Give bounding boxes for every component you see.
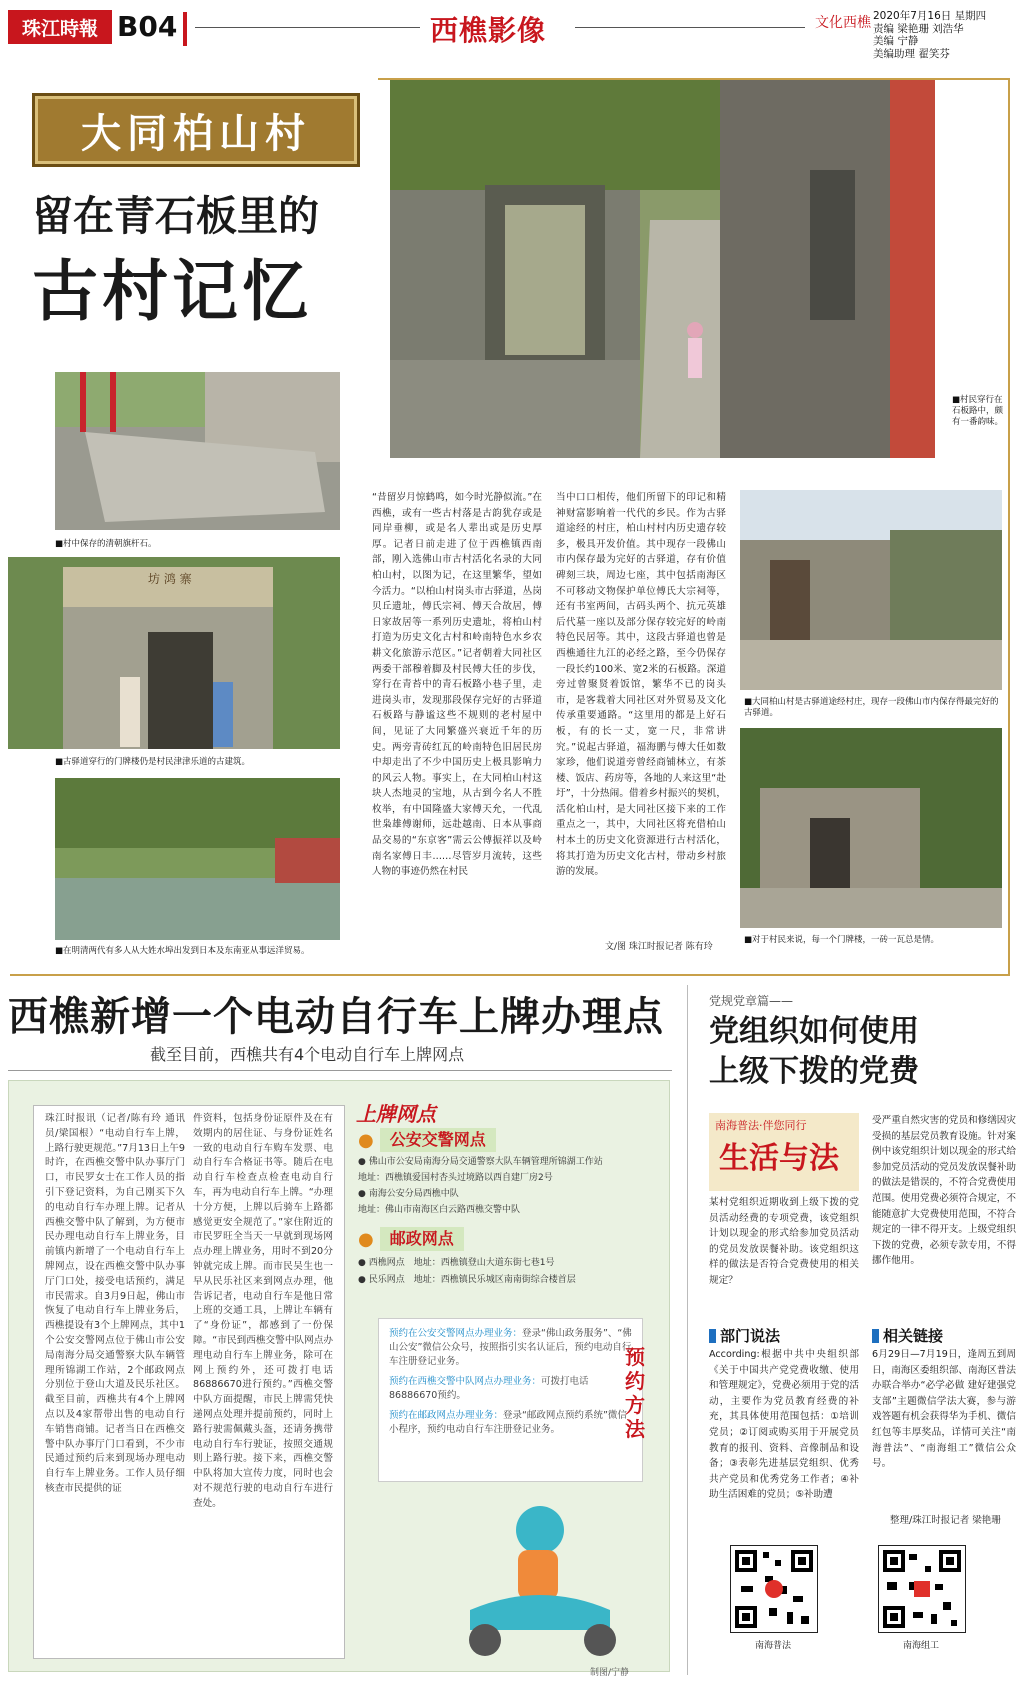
booking-item-head: 预约在西樵交警中队网点办理业务： xyxy=(389,1376,542,1387)
booking-method-title: 预约方法 xyxy=(625,1345,645,1441)
flagpole-stone-photo xyxy=(55,372,340,530)
police-network-block xyxy=(358,1128,648,1217)
stone-caption: ■村中保存的清朝旗杆石。 xyxy=(55,539,157,549)
booking-item-text: 可拨打电话86886670预约。 xyxy=(389,1376,589,1401)
police-network-item: 地址：佛山市南海区白云路西樵交警中队 xyxy=(358,1205,521,1215)
location-pin-icon: ● xyxy=(358,1228,374,1250)
issue-meta xyxy=(873,10,986,60)
masthead-divider xyxy=(183,12,187,46)
ebike-body-col2: 件资料，包括身份证原件及在有效期内的居住证、与身份证姓名一致的电动自行车购车发票、电动自行车合格证书等。随后在电动自行车检查点检查电动自行车，再为电动自行车上牌。“办理十分方便，上牌以后骑车上路都感觉更安全规范了。”家住附近的市民罗旺全当天一早就到现场网点办理上牌业务，用时不到20分钟就完成上牌。而市民吴生也一早从民乐社区来到网点办理，他告诉记者，电动自行车是他日常上班的交通工具，上牌让车辆有了“身份证”，都感到了一份保障。“市民到西樵交警中队网点办理电动自行车上牌业务，除可在网上预约外，还可拨打电话86886670进行预约。”西樵交警中队方面提醒，市民上牌需凭快递网点处理并提前预约，同时上路行驶需佩戴头盔，还请务携带电动自行车行驶证，按照交通规则上路行驶。接下来，西樵交警中队将加大宣传力度，同时也会对不规范行驶的电动自行车进行查处。 xyxy=(193,1113,333,1509)
booking-item-head: 预约在邮政网点办理业务： xyxy=(389,1410,504,1421)
column-divider xyxy=(687,985,688,1675)
section-title: 西樵影像 xyxy=(430,14,547,47)
gate-caption: ■古驿道穿行的门牌楼仍是村民津津乐道的古建筑。 xyxy=(55,757,251,767)
booking-item-head: 预约在公安交警网点办理业务： xyxy=(389,1328,523,1339)
editor-line: 责编 梁艳珊 刘浩华 xyxy=(873,22,964,35)
dept-heading: 部门说法 xyxy=(709,1325,780,1346)
houses-photo xyxy=(740,728,1002,928)
river-caption: ■在明清两代有多人从大姓水埠出发到日本及东南亚从事远洋贸易。 xyxy=(55,946,310,956)
party-byline: 整理/珠江时报记者 梁艳珊 xyxy=(890,1515,1001,1526)
party-title-line: 上级下拨的党费 xyxy=(709,1054,919,1089)
scooter-illustration xyxy=(430,1490,660,1662)
illustration-credit: 制图/宁静 xyxy=(590,1668,630,1678)
road-photo xyxy=(740,490,1002,690)
qr2-label: 南海组工 xyxy=(903,1641,940,1651)
booking-item xyxy=(379,1319,642,1369)
rule-right xyxy=(575,27,805,28)
law-banner-tag: 南海普法·伴您同行 xyxy=(715,1119,807,1132)
post-network-item: ● 民乐网点 地址：西樵镇民乐城区南南街综合楼首层 xyxy=(358,1275,576,1285)
location-pin-icon: ● xyxy=(358,1129,374,1151)
party-intro: 某村党组织近期收到上级下拨的党员活动经费的专项党费，该党组织计划以现金的形式给参加党员活动的党员发放误餐补助。该党组织这样的做法是否符合党费使用的相关规定？ xyxy=(709,1197,859,1286)
page-number: B04 xyxy=(117,10,178,43)
booking-item xyxy=(379,1403,642,1437)
river-photo xyxy=(55,778,340,940)
ebike-headline: 西樵新增一个电动自行车上牌办理点 xyxy=(8,993,664,1040)
alley-photo xyxy=(390,80,935,458)
alley-caption: ■村民穿行在石板路中，颇有一番韵味。 xyxy=(952,395,1004,427)
feature-headline: 古村记忆 xyxy=(32,252,312,330)
booking-item-text: 登录“佛山政务服务”、“佛山公安”微信公众号，按照指引实名认证后，预约电动自行车注册登记业务。 xyxy=(389,1328,632,1367)
gold-rule-bottom xyxy=(10,974,1010,976)
ebike-subheadline: 截至目前，西樵共有4个电动自行车上牌网点 xyxy=(150,1045,465,1064)
feature-ribbon: 大同柏山村 xyxy=(32,93,360,167)
booking-box xyxy=(378,1318,643,1482)
networks-title: 上牌网点 xyxy=(356,1102,436,1126)
law-banner xyxy=(709,1113,859,1191)
rule-left xyxy=(195,27,420,28)
dept-text: According:根据中共中央组织部《关于中国共产党党费收缴、使用和管理规定》，党费必须用于党的活动，主要作为党员教育经费的补充，其具体使用范围包括：①培训党员；②订阅或购买用于开展党员教育的报刊、资料、音像制品和设备；③表彰先进基层党组织、优秀共产党员和优秀党务工作者；④补助生活困难的党员；⑤补助遭 xyxy=(709,1349,859,1501)
ebike-body-col1: 珠江时报讯（记者/陈有玲 通讯员/梁国根）“电动自行车上牌，上路行驶更规范。”7月13日上午9时许，在西樵交警中队办事厅门口，市民罗女士在工作人员的指引下登记资料，为自己刚买下久的电动自行车办理上牌。记者从西樵交警中队了解到，为方便市民办理电动自行车上牌业务，目前镇内新增了一个电动自行车上牌网点，设在西樵交警中队办事厅门口处，接受电话预约，满足市民需求。自3月9日起，佛山市恢复了电动自行车上牌业务后，西樵提设有3个上牌网点，其中1个公安交警网点位于佛山市公安局南海分局交通警察大队车辆管理所锦湖工作站，2个邮政网点分别位于登山大道及民乐社区。截至目前，西樵共有4个上牌网点以及4家帮带出售的电动自行车销售商铺。记者当日在西樵交警中队办事厅门口看到，不少市民通过预约后来到现场办理电动自行车上牌业务。工作人员仔细核查市民提供的证 xyxy=(45,1113,185,1494)
houses-caption: ■对于村民来说，每一个门牌楼，一砖一瓦总是情。 xyxy=(744,935,940,945)
feature-body-col2: 当中口口相传，他们所留下的印记和精神财富影响着一代代的乡民。作为古驿道途经的村庄，柏山村村内历史遗存较多，极具开发价值。其中现存一段佛山市内保存最为完好的古驿道，存有价值碑刻三块，周边七座，其中包括南海区不可移动文物保护单位傅氏大宗祠等，还有书室两间，古码头两个、抗元英雄后代墓一座以及部分保存较完好的岭南特色民居等。其中，这段古驿道也曾是西樵通往九江的必经之路，至今仍保存一段长约100米、宽2米的石板路。深道旁过曾聚贤着饭馆，繁华不已的岗头市，是客栽着大同社区对外贸易及文化传承重要通路。“这里用的都是上好石板，有的长一丈，宽一尺，非常讲究。”说起古驿道，福海鹏与傅大任如数家珍，他们说道旁曾经商铺林立，有茶楼、饭店、药房等，各地的人来这里“赴圩”，十分热闹。借着乡村振兴的契机，活化柏山村，是大同社区接下来的工作重点之一，其中，大同社区将充借柏山村本土的历史文化资源进行古村活化，将其打造为历史文化古村，带动乡村旅游的发展。 xyxy=(556,492,726,878)
newspaper-logo: 珠江時報 xyxy=(8,10,112,44)
party-kicker: 党规党章篇—— xyxy=(709,994,794,1008)
feature-byline: 文/图 珠江时报记者 陈有玲 xyxy=(605,942,713,952)
post-network-item: ● 西樵网点 地址：西樵镇登山大道东街七巷1号 xyxy=(358,1258,555,1268)
post-network-block xyxy=(358,1227,648,1287)
police-network-title: 公安交警网点 xyxy=(380,1128,496,1152)
police-network-item: ● 佛山市公安局南海分局交通警察大队车辆管理所锦湖工作站 xyxy=(358,1157,603,1167)
feature-body-col1: “昔留岁月惊鹤鸣，如今时光静似流。”在西樵，或有一些古村落是古韵犹存或是同岸垂柳，或是名人辈出或是历史厚厚。记者日前走进了位于西樵镇西南部，刚入选佛山市古村活化名录的大同柏山村，以图为记，在这里繁华，望如今活力。“以柏山村岗头市古驿道，丛岗贝丘遗址，傅氏宗祠、傅天合故居，傅日家故居等一系列历史遗址，将柏山村打造为历史文化古村和岭南特色水乡农耕文化旅游示范区。”记者朝着大同社区两委干部穆着脚及村民傅大任的步伐，穿行在青苔中的青石板路小巷子里，走进岗头市，发现那段保存完好的古驿道石板路与静谧这些不规则的老村屋中间，见证了大同繁盛兴衰近千年的历史。两旁青砖红瓦的岭南特色旧居民房中却走出了不少中国历史上极具影响力的风云人物。事实上，在大同柏山村这块人杰地灵的宝地，从古到今名人不胜枚举，有中国隆盛大家傅天允，一代乱世枭雄傅谢师，远赴越南、日本从事商品交易的“东京客”需云公傅振祥以及岭南名家傅日丰……尽管岁月流转，这些人物的事迹仍然在村民 xyxy=(372,492,542,878)
gold-rule-right xyxy=(1008,78,1010,976)
art-line: 美编 宁静 xyxy=(873,35,919,47)
road-caption: ■大同柏山村是古驿道途经村庄，现存一段佛山市内保存得最完好的古驿道。 xyxy=(744,697,999,718)
link-text: 6月29日—7月19日，逢周五到周日，南海区委组织部、南海区普法办联合举办“必学必做 建好建强党支部”主题微信学法大赛，参与游戏答题有机会获得华为手机、微信红包等丰厚奖品，详情可关注“南海普法”、“南海组工”微信公众号。 xyxy=(872,1349,1016,1470)
qr1-label: 南海普法 xyxy=(755,1641,792,1651)
gate-plaque: 坊 鸿 寨 xyxy=(148,572,192,586)
party-title-line: 党组织如何使用 xyxy=(709,1014,919,1049)
qr-code-nanhai-law[interactable] xyxy=(730,1545,818,1633)
police-network-item: ● 南海公安分局西樵中队 xyxy=(358,1189,459,1199)
police-network-item: 地址：西樵镇爱国村杏头过境路以西自建厂房2号 xyxy=(358,1173,553,1183)
qr-code-nanhai-org[interactable] xyxy=(878,1545,966,1633)
issue-date: 2020年7月16日 星期四 xyxy=(873,10,987,22)
booking-item-text: 登录“邮政网点预约系统”微信小程序，预约电动自行车注册登记业务。 xyxy=(389,1410,627,1435)
party-title xyxy=(709,1012,919,1092)
feature-subtitle: 留在青石板里的 xyxy=(32,192,319,240)
link-heading: 相关链接 xyxy=(872,1325,943,1346)
post-network-title: 邮政网点 xyxy=(380,1227,464,1251)
law-banner-title: 生活与法 xyxy=(719,1141,839,1176)
booking-item xyxy=(379,1369,642,1403)
party-answer: 受严重自然灾害的党员和修缮因灾受损的基层党员教育设施。针对案例中该党组织计划以现金的形式给参加党员活动的党员发放误餐补助的做法是错误的，不符合党费使用范围。使用党费必须符合规定，不能随意扩大党费使用范围，不符合规定的一律不得开支。上级党组织下拨的党费，必须专款专用，不得挪作他用。 xyxy=(872,1115,1016,1267)
ebike-divider xyxy=(8,1070,672,1071)
art-assist-line: 美编助理 翟笑芬 xyxy=(873,47,950,60)
brand-logo: 文化西樵 xyxy=(815,15,871,31)
